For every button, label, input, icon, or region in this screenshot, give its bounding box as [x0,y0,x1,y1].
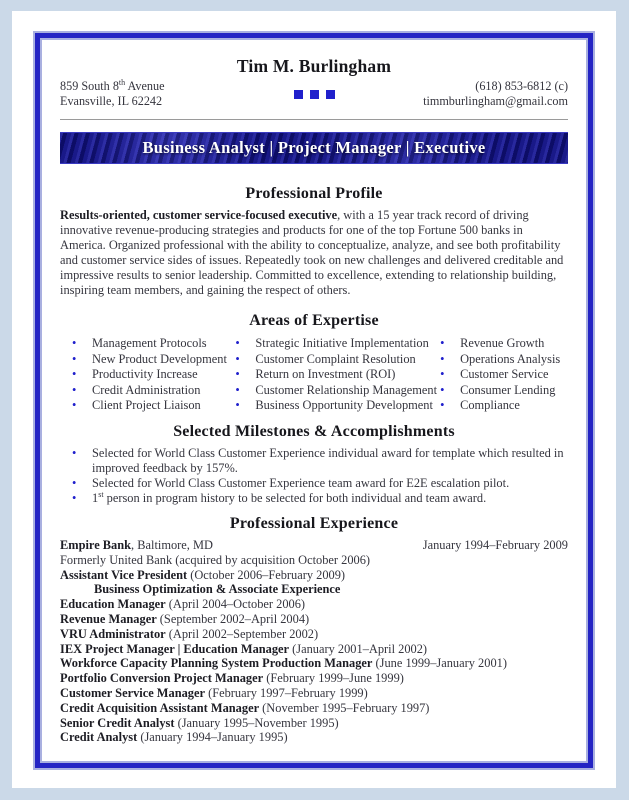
experience-subrole: Business Optimization & Associate Experience [94,582,341,597]
profile-paragraph: Results-oriented, customer service-focused executive, with a 15 year track record of driving innovative revenue-producing strategies and products for one of the top Fortune 500 banks in America. Organized professional with the ability to conceptualize, analyze, and see both profitability and customer service sides of issues. Repeatedly took on new challenges and delivered creditable and impressive results to senior leadership. Committed to excellence, extending to relationship building, inspiring team members, and gaining the respect of others. [60,208,564,297]
experience-role: VRU Administrator (April 2002–September 2002) [60,626,319,641]
section-heading-expertise: Areas of Expertise [249,312,379,329]
title-banner: Business Analyst | Project Manager | Executive [60,132,568,164]
employer-note: Formerly United Bank (acquired by acquisition October 2006) [60,552,371,567]
bullet-icon: • [72,382,77,397]
decorative-frame [35,33,593,768]
bullet-icon: • [235,336,240,350]
expertise-column-1 [72,336,235,414]
expertise-item: • Strategic Initiative Implementation [235,336,429,350]
expertise-item: • Management Protocols [72,336,207,350]
expertise-item: • Compliance [440,398,520,413]
bullet-icon: • [235,367,240,382]
experience-role: IEX Project Manager | Education Manager (January 2001–April 2002) [60,641,428,656]
expertise-item: • Revenue Growth [440,336,545,350]
experience-role: Education Manager (April 2004–October 2006) [60,597,306,612]
bullet-icon: • [72,351,77,366]
bullet-icon: • [440,382,445,397]
bullet-icon: • [440,367,445,382]
expertise-column-2 [235,336,440,414]
experience-role: Customer Service Manager (February 1997–February 1999) [60,685,368,700]
bullet-icon: • [72,445,77,460]
expertise-item: • Client Project Liaison [72,398,201,413]
expertise-columns [60,336,568,414]
expertise-item: • Customer Complaint Resolution [235,351,416,366]
decor-squares [294,90,335,99]
bullet-icon: • [235,382,240,397]
bullet-icon: • [235,398,240,413]
bullet-icon: • [440,398,445,413]
bullet-icon: • [440,336,445,350]
milestone-item: • Selected for World Class Customer Experience team award for E2E escalation pilot. [72,475,510,490]
experience-role: Senior Credit Analyst (January 1995–November 1995) [60,715,339,730]
header-divider [60,119,568,120]
phone-number: (618) 853-6812 (c) [475,79,568,93]
address-block [60,79,294,109]
square-icon [326,90,335,99]
employer-dates: January 1994–February 2009 [422,537,568,552]
employer-row [60,538,568,553]
experience-role: Workforce Capacity Planning System Production Manager (June 1999–January 2001) [60,656,507,671]
section-heading-experience: Professional Experience [229,514,399,532]
experience-role: Credit Analyst (January 1994–January 1995) [60,730,288,745]
expertise-item: • Credit Administration [72,382,201,397]
milestones-list [60,446,568,506]
experience-role: Portfolio Conversion Project Manager (February 1999–June 1999) [60,671,404,686]
resume-header [60,56,568,120]
bullet-icon: • [72,490,77,505]
contact-block [335,79,569,109]
expertise-item: • Business Opportunity Development [235,398,433,413]
expertise-item: • Productivity Increase [72,367,198,382]
expertise-item: • Customer Service [440,367,549,382]
section-heading-milestones: Selected Milestones & Accomplishments [173,422,455,440]
employer-name: Empire Bank, Baltimore, MD [60,537,213,552]
expertise-column-3 [440,336,568,414]
expertise-item: • Consumer Lending [440,382,556,397]
resume-page [12,11,616,788]
bullet-icon: • [235,351,240,366]
bullet-icon: • [72,336,77,350]
person-name: Tim M. Burlingham [236,56,392,76]
expertise-item: • New Product Development [72,351,227,366]
email-address: timmburlingham@gmail.com [423,94,568,108]
milestone-item: • 1st person in program history to be selected for both individual and team award. [72,489,487,505]
experience-role: Revenue Manager (September 2002–April 2004) [60,611,310,626]
address-line2: Evansville, IL 62242 [60,94,163,108]
expertise-item: • Return on Investment (ROI) [235,367,396,382]
bullet-icon: • [72,475,77,490]
bullet-icon: • [440,351,445,366]
square-icon [310,90,319,99]
bullet-icon: • [72,398,77,413]
experience-section [60,538,568,745]
expertise-item: • Customer Relationship Management [235,382,438,397]
square-icon [294,90,303,99]
expertise-item: • Operations Analysis [440,351,561,366]
milestone-item: • Selected for World Class Customer Experience individual award for template which resulted in improved feedback by 157%. [72,445,564,475]
section-heading-profile: Professional Profile [245,185,383,202]
experience-role: Assistant Vice President (October 2006–February 2009) [60,567,346,582]
bullet-icon: • [72,367,77,382]
address-line1: 859 South 8th Avenue [60,77,165,93]
experience-role: Credit Acquisition Assistant Manager (November 1995–February 1997) [60,700,430,715]
